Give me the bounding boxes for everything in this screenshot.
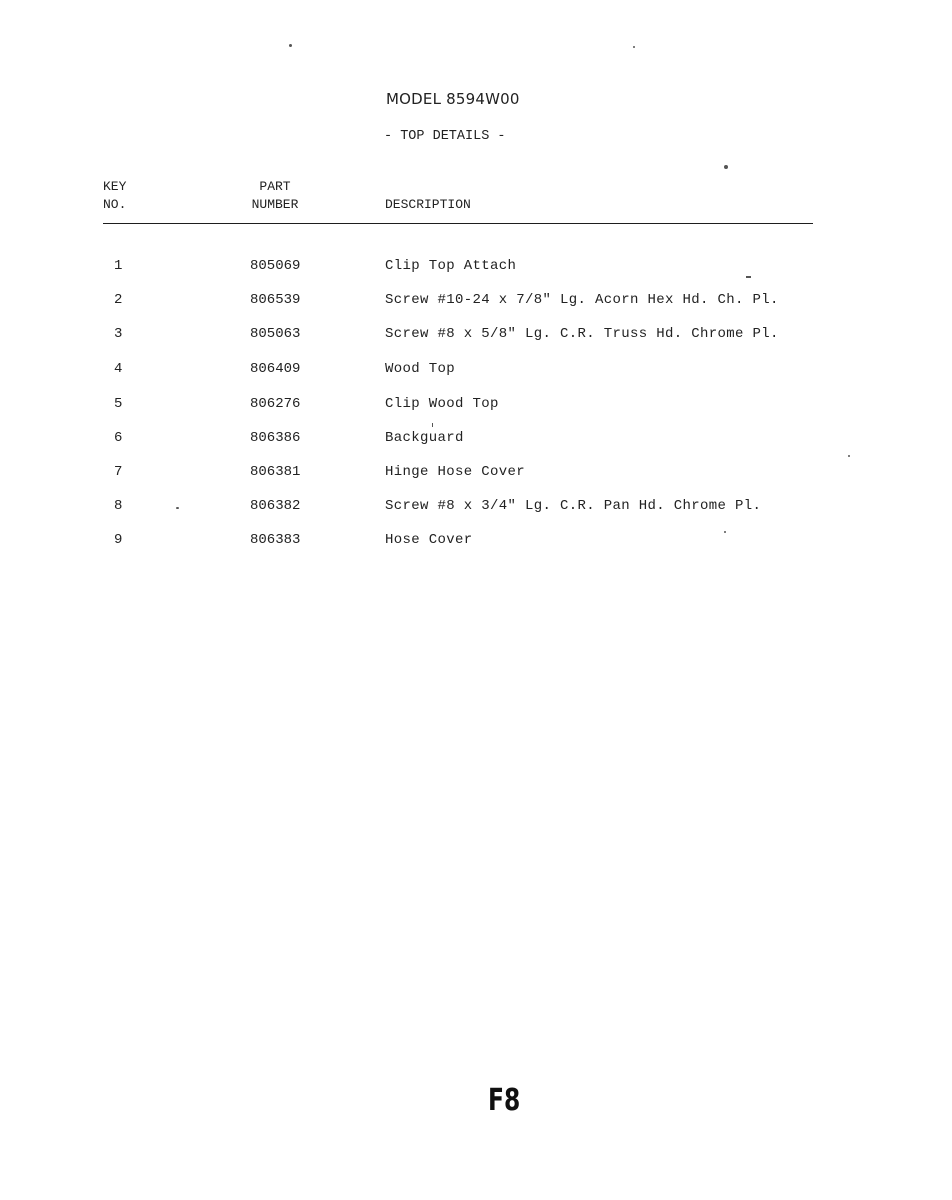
part-description: Screw #8 x 5/8" Lg. C.R. Truss Hd. Chrome Pl. bbox=[385, 326, 779, 342]
key-header-line2: NO. bbox=[103, 197, 127, 212]
key-number-header bbox=[103, 178, 126, 214]
key-header-line1: KEY bbox=[103, 179, 127, 194]
table-row bbox=[0, 326, 952, 346]
key-number: 4 bbox=[114, 361, 123, 377]
scan-speck bbox=[746, 276, 751, 278]
part-number: 806383 bbox=[250, 532, 301, 548]
part-description: Backguard bbox=[385, 430, 464, 446]
part-description: Screw #8 x 3/4" Lg. C.R. Pan Hd. Chrome Pl. bbox=[385, 498, 762, 514]
part-description: Hose Cover bbox=[385, 532, 473, 548]
key-number: 9 bbox=[114, 532, 123, 548]
table-row bbox=[0, 396, 952, 416]
key-number: 1 bbox=[114, 258, 123, 274]
part-header-line2: NUMBER bbox=[251, 197, 299, 212]
table-row bbox=[0, 532, 952, 552]
key-number: 2 bbox=[114, 292, 123, 308]
part-description: Clip Top Attach bbox=[385, 258, 517, 274]
scan-speck bbox=[724, 165, 728, 169]
part-number: 805069 bbox=[250, 258, 301, 274]
scan-speck bbox=[432, 423, 433, 427]
part-header-line1: PART bbox=[259, 179, 291, 194]
part-description: Clip Wood Top bbox=[385, 396, 499, 412]
key-number: 8 bbox=[114, 498, 123, 514]
description-header: DESCRIPTION bbox=[385, 197, 471, 212]
table-row bbox=[0, 292, 952, 312]
page-label: F8 bbox=[488, 1083, 521, 1118]
part-number: 806382 bbox=[250, 498, 301, 514]
table-row bbox=[0, 498, 952, 518]
table-row bbox=[0, 464, 952, 484]
key-number: 6 bbox=[114, 430, 123, 446]
key-number: 5 bbox=[114, 396, 123, 412]
table-row bbox=[0, 258, 952, 278]
header-rule bbox=[103, 223, 813, 224]
scan-speck bbox=[289, 44, 292, 47]
table-row bbox=[0, 430, 952, 450]
section-subtitle: - TOP DETAILS - bbox=[384, 129, 506, 144]
key-number: 7 bbox=[114, 464, 123, 480]
table-row bbox=[0, 361, 952, 381]
part-description: Wood Top bbox=[385, 361, 456, 377]
part-number: 806386 bbox=[250, 430, 301, 446]
part-description: Hinge Hose Cover bbox=[385, 464, 526, 480]
part-number: 806409 bbox=[250, 361, 301, 377]
part-number: 806276 bbox=[250, 396, 301, 412]
scan-speck bbox=[848, 455, 850, 457]
scan-speck bbox=[724, 531, 726, 533]
scan-speck bbox=[633, 46, 635, 48]
part-number: 806539 bbox=[250, 292, 301, 308]
part-number: 806381 bbox=[250, 464, 301, 480]
part-number: 805063 bbox=[250, 326, 301, 342]
part-description: Screw #10-24 x 7/8" Lg. Acorn Hex Hd. Ch. Pl. bbox=[385, 292, 779, 308]
scan-speck bbox=[176, 507, 179, 509]
document-title: MODEL 8594W00 bbox=[386, 90, 520, 108]
part-number-header bbox=[249, 178, 301, 214]
key-number: 3 bbox=[114, 326, 123, 342]
